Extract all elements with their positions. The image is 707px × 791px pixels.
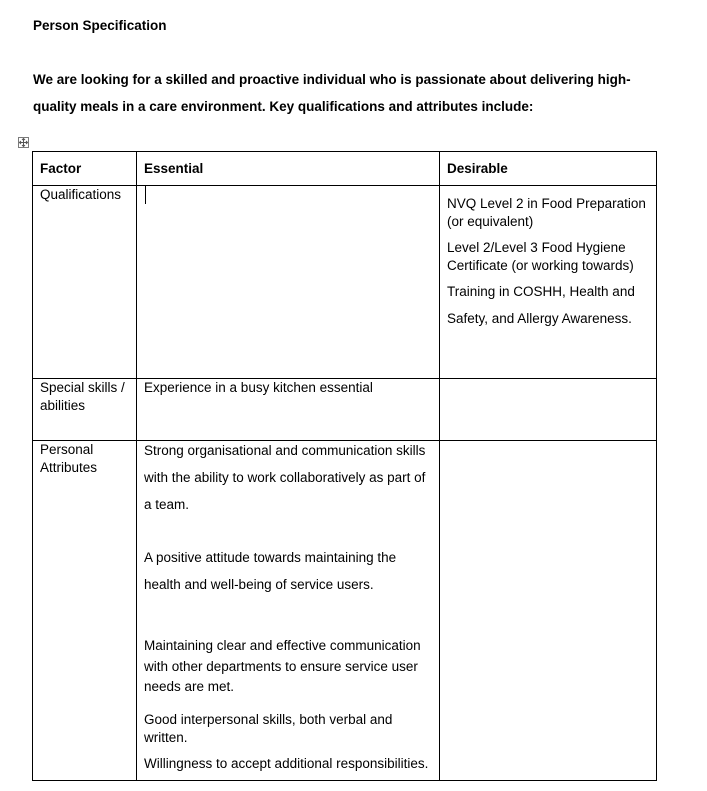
document-heading: Person Specification <box>33 18 167 33</box>
desirable-cell[interactable] <box>440 186 657 379</box>
desirable-item: Level 2/Level 3 Food Hygiene Certificate (or working towards) <box>447 240 634 273</box>
table-header-row <box>33 152 657 186</box>
factor-cell: Special skills / abilities <box>33 379 137 441</box>
header-essential: Essential <box>137 152 440 186</box>
essential-item: Willingness to accept additional responsibilities. <box>144 755 429 771</box>
intro-paragraph: We are looking for a skilled and proactive individual who is passionate about delivering high-quality meals in a care environment. Key qualifications and attributes include: <box>33 72 631 114</box>
factor-cell: Qualifications <box>33 186 137 379</box>
table-row-qualifications <box>33 186 657 379</box>
factor-cell: Personal Attributes <box>33 441 137 781</box>
essential-cell[interactable] <box>137 186 440 379</box>
header-desirable: Desirable <box>440 152 657 186</box>
table-row-special-skills <box>33 379 657 441</box>
desirable-item: NVQ Level 2 in Food Preparation (or equivalent) <box>447 196 646 229</box>
desirable-item: Training in COSHH, Health and Safety, and Allergy Awareness. <box>447 284 635 326</box>
desirable-cell[interactable] <box>440 441 657 781</box>
table-move-handle-icon[interactable] <box>18 137 29 148</box>
table-row-personal-attributes <box>33 441 657 781</box>
essential-cell[interactable] <box>137 441 440 781</box>
essential-cell[interactable] <box>137 379 440 441</box>
essential-item: A positive attitude towards maintaining the health and well-being of service users. <box>144 550 397 592</box>
essential-item: Strong organisational and communication skills with the ability to work collaboratively as part of a team. <box>144 443 426 512</box>
person-spec-table <box>32 151 657 781</box>
essential-item: Experience in a busy kitchen essential <box>144 380 373 395</box>
desirable-cell[interactable] <box>440 379 657 441</box>
essential-item: Maintaining clear and effective communication with other departments to ensure service user needs are met. <box>144 638 421 694</box>
header-factor: Factor <box>33 152 137 186</box>
essential-item: Good interpersonal skills, both verbal and written. <box>144 711 393 745</box>
text-cursor <box>145 186 146 204</box>
